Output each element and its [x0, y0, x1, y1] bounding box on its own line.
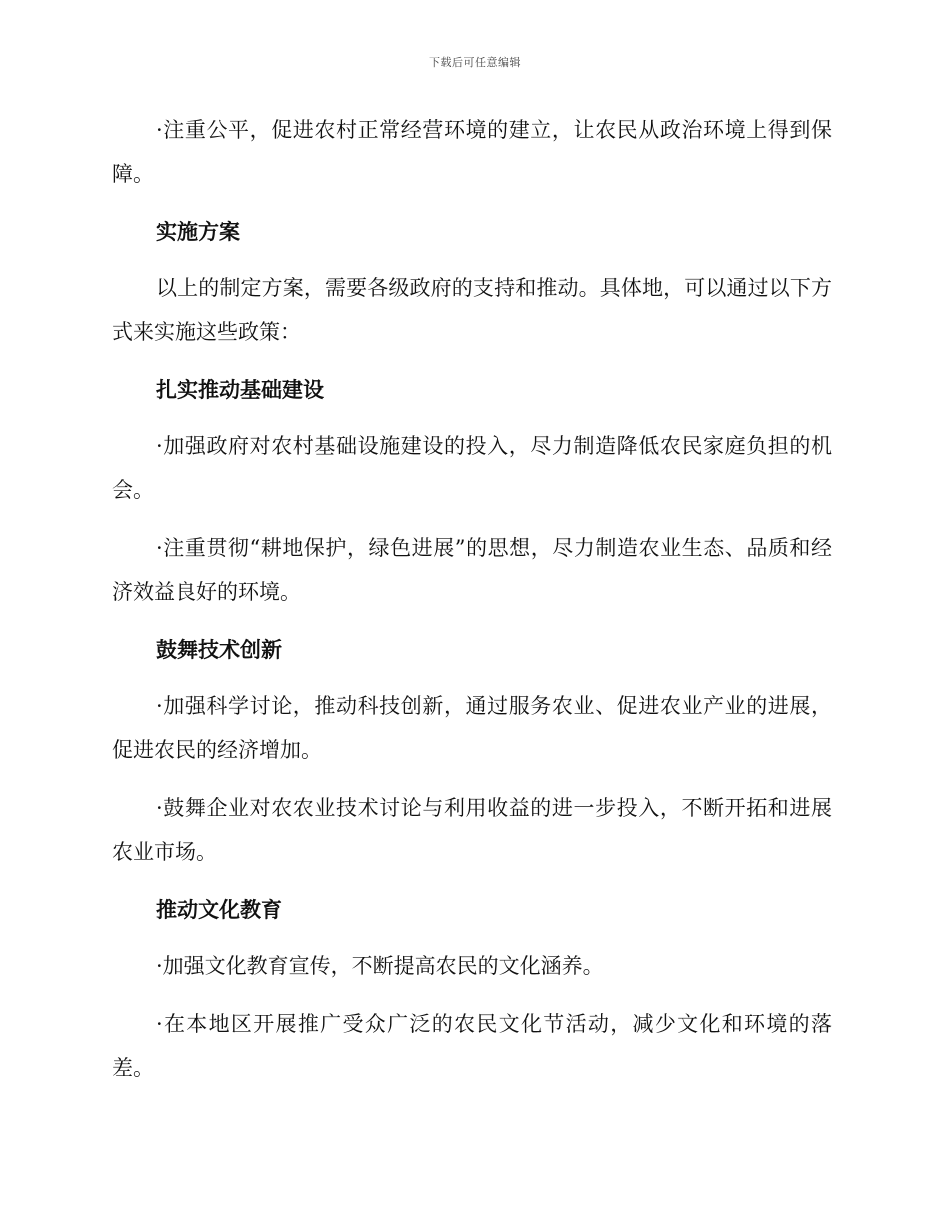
bullet-paragraph: ·鼓舞企业对农农业技术讨论与利用收益的进一步投入，不断开拓和进展农业市场。 [112, 796, 832, 864]
section-heading: 实施方案 [156, 220, 240, 244]
page-header: 下载后可任意编辑 [429, 56, 521, 69]
bullet-paragraph: ·注重公平，促进农村正常经营环境的建立，让农民从政治环境上得到保障。 [112, 118, 832, 186]
bullet-paragraph: ·加强政府对农村基础设施建设的投入，尽力制造降低农民家庭负担的机会。 [112, 434, 832, 502]
section-heading: 推动文化教育 [156, 898, 282, 922]
section-heading: 鼓舞技术创新 [156, 638, 282, 662]
bullet-paragraph: ·加强科学讨论，推动科技创新，通过服务农业、促进农业产业的进展，促进农民的经济增加。 [112, 694, 832, 762]
bullet-paragraph: ·注重贯彻“耕地保护，绿色进展”的思想，尽力制造农业生态、品质和经济效益良好的环境。 [112, 536, 832, 604]
section-heading: 扎实推动基础建设 [156, 378, 324, 402]
body-paragraph: 以上的制定方案，需要各级政府的支持和推动。具体地，可以通过以下方式来实施这些政策： [112, 276, 832, 344]
bullet-paragraph: ·加强文化教育宣传，不断提高农民的文化涵养。 [156, 954, 604, 978]
document-body [112, 108, 832, 1104]
bullet-paragraph: ·在本地区开展推广受众广泛的农民文化节活动，减少文化和环境的落差。 [112, 1012, 832, 1080]
